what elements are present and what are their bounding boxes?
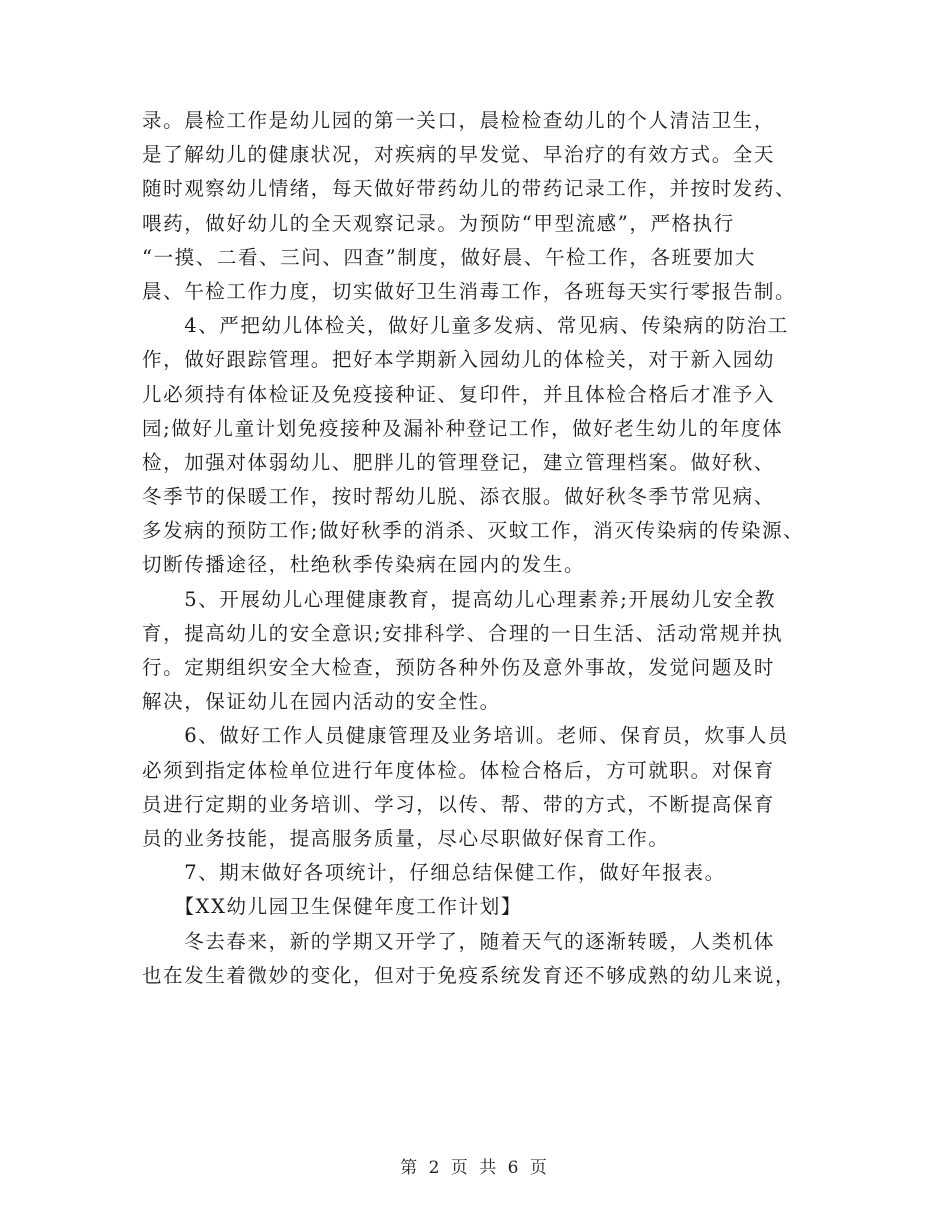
text-line: 7、期末做好各项统计，仔细总结保健工作，做好年报表。: [142, 861, 726, 885]
text-line: 6、做好工作人员健康管理及业务培训。老师、保育员，炊事人员: [142, 724, 790, 748]
text-line: 4、严把幼儿体检关，做好儿童多发病、常见病、传染病的防治工: [142, 314, 790, 338]
text-line: 录。晨检工作是幼儿园的第一关口，晨检检查幼儿的个人清洁卫生，: [142, 109, 776, 132]
text-line: 作，做好跟踪管理。把好本学期新入园幼儿的体检关，对于新入园幼: [142, 348, 776, 372]
text-line: 员的业务技能，提高服务质量，尽心尽职做好保育工作。: [142, 826, 670, 850]
text-line: 冬季节的保暖工作，按时帮幼儿脱、添衣服。做好秋冬季节常见病、: [142, 485, 776, 509]
page-number: 第 2 页 共 6 页: [400, 1158, 550, 1178]
text-line: 员进行定期的业务培训、学习，以传、帮、带的方式，不断提高保育: [142, 792, 776, 816]
text-line: 冬去春来，新的学期又开学了，随着天气的逐渐转暖，人类机体: [142, 929, 776, 953]
text-line: 切断传播途径，杜绝秋季传染病在园内的发生。: [142, 553, 586, 577]
text-line: 随时观察幼儿情绪，每天做好带药幼儿的带药记录工作，并按时发药、: [142, 177, 797, 201]
text-line: “一摸、二看、三问、四查”制度，做好晨、午检工作，各班要加大: [142, 245, 756, 269]
text-line: 育，提高幼儿的安全意识;安排科学、合理的一日生活、活动常规并执: [142, 621, 784, 645]
text-line: 5、开展幼儿心理健康教育，提高幼儿心理素养;开展幼儿安全教: [142, 587, 777, 611]
text-line: 是了解幼儿的健康状况，对疾病的早发觉、早治疗的有效方式。全天: [142, 143, 776, 167]
text-line: 喂药，做好幼儿的全天观察记录。为预防“甲型流感”，严格执行: [142, 211, 735, 235]
text-line: 必须到指定体检单位进行年度体检。体检合格后，方可就职。对保育: [142, 758, 776, 782]
text-line: 检，加强对体弱幼儿、肥胖儿的管理登记，建立管理档案。做好秋、: [142, 450, 776, 474]
text-line: 儿必须持有体检证及免疫接种证、复印件，并且体检合格后才准予入: [142, 382, 776, 406]
document-body: [142, 104, 822, 993]
text-line: 解决，保证幼儿在园内活动的安全性。: [142, 690, 501, 714]
section-heading: 【XX幼儿园卫生保健年度工作计划】: [142, 895, 522, 919]
text-line: 多发病的预防工作;做好秋季的消杀、灭蚊工作，消灭传染病的传染源、: [142, 519, 805, 543]
text-line: 晨、午检工作力度，切实做好卫生消毒工作，各班每天实行零报告制。: [142, 279, 797, 303]
text-line: 也在发生着微妙的变化，但对于免疫系统发育还不够成熟的幼儿来说，: [142, 963, 797, 987]
text-line: 园;做好儿童计划免疫接种及漏补种登记工作，做好老生幼儿的年度体: [142, 416, 784, 440]
text-line: 行。定期组织安全大检查，预防各种外伤及意外事故，发觉问题及时: [142, 656, 776, 679]
